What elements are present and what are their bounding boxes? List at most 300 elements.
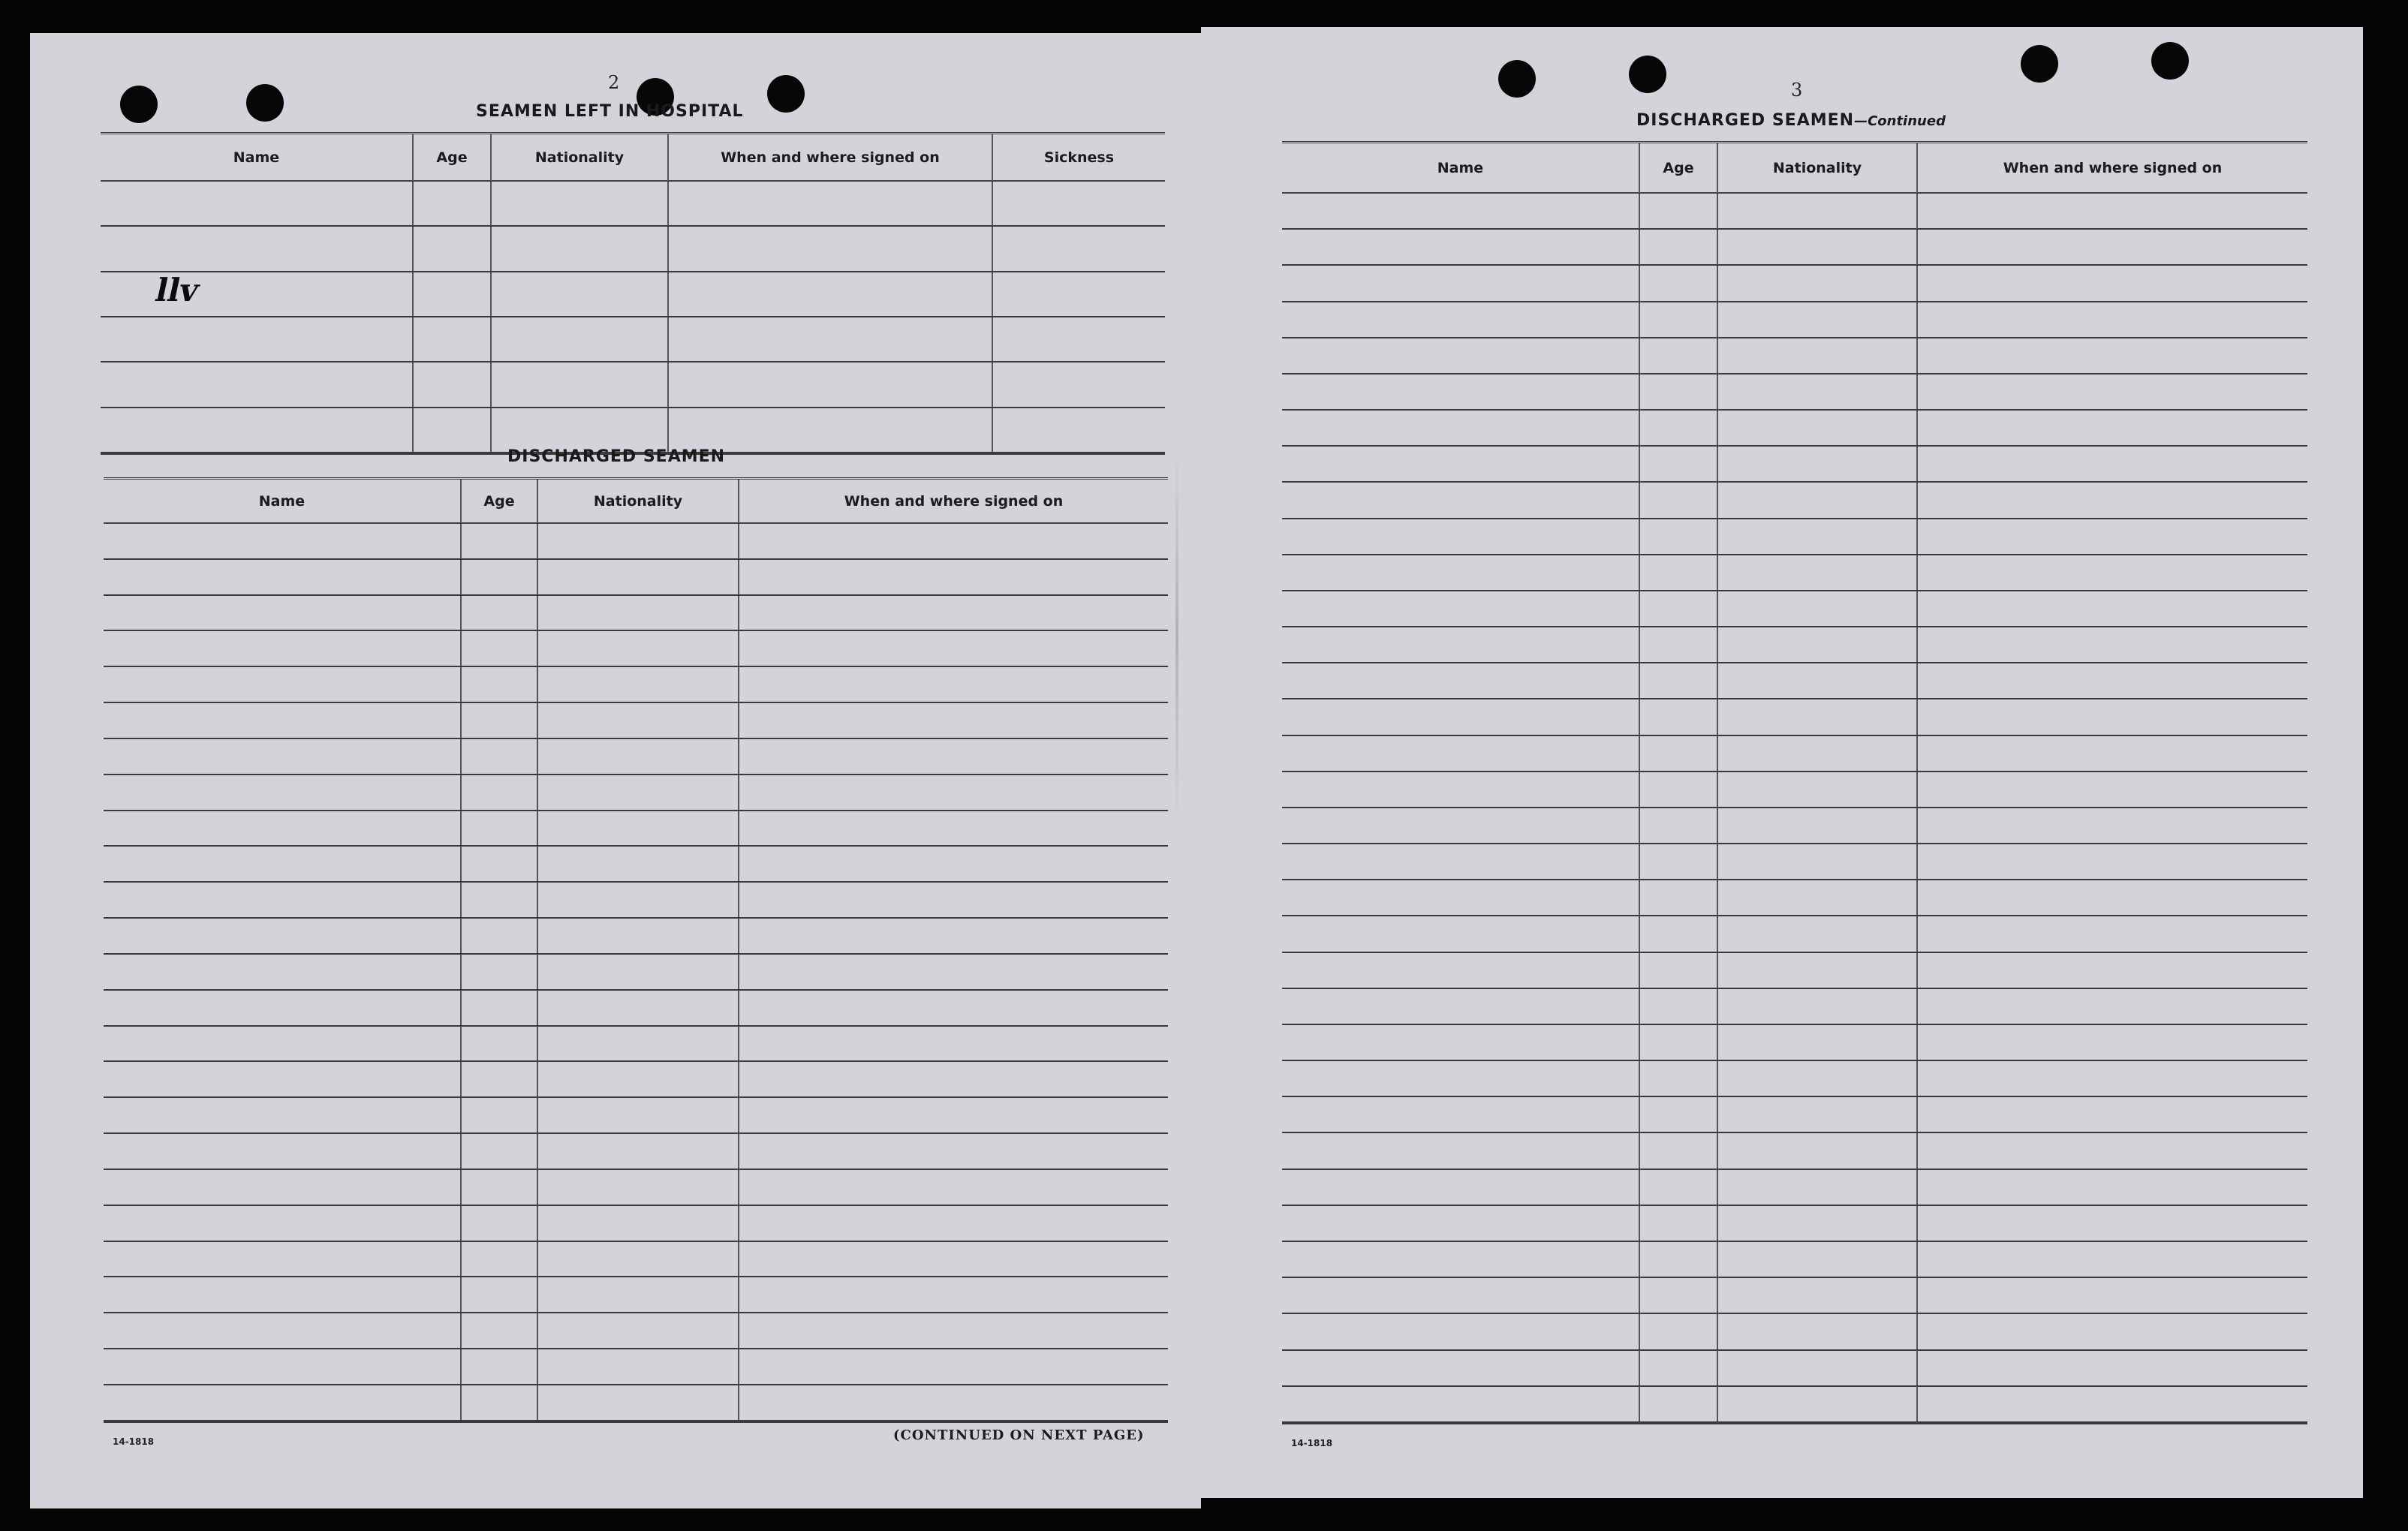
blank-cell bbox=[461, 990, 537, 1026]
table-row bbox=[101, 362, 1165, 407]
page-number: 2 bbox=[608, 72, 620, 93]
blank-cell bbox=[1639, 1205, 1717, 1241]
blank-cell bbox=[1917, 519, 2307, 555]
blank-cell bbox=[668, 362, 992, 407]
table-row bbox=[1282, 916, 2307, 952]
punch-hole bbox=[120, 86, 158, 123]
blank-cell bbox=[1917, 735, 2307, 772]
blank-cell bbox=[1717, 844, 1917, 880]
blank-cell bbox=[1282, 627, 1639, 663]
blank-cell bbox=[1917, 699, 2307, 735]
blank-cell bbox=[1282, 808, 1639, 844]
blank-cell bbox=[1639, 1350, 1717, 1386]
blank-cell bbox=[413, 317, 491, 362]
blank-cell bbox=[1917, 374, 2307, 410]
section-title-text: DISCHARGED SEAMEN bbox=[1636, 111, 1855, 130]
table-row bbox=[1282, 229, 2307, 265]
blank-cell bbox=[668, 181, 992, 226]
blank-cell bbox=[1282, 1205, 1639, 1241]
blank-cell bbox=[1282, 1132, 1639, 1169]
blank-cell bbox=[537, 1241, 739, 1277]
section-title-suffix: —Continued bbox=[1854, 113, 1946, 129]
blank-cell bbox=[1639, 1386, 1717, 1422]
table-row bbox=[104, 595, 1168, 631]
blank-cell bbox=[1917, 482, 2307, 518]
blank-cell bbox=[1282, 916, 1639, 952]
blank-cell bbox=[104, 1313, 461, 1349]
blank-cell bbox=[461, 882, 537, 918]
blank-cell bbox=[1282, 663, 1639, 699]
blank-cell bbox=[1639, 988, 1717, 1024]
blank-cell bbox=[537, 523, 739, 559]
blank-cell bbox=[104, 1205, 461, 1241]
table-row bbox=[1282, 265, 2307, 301]
blank-cell bbox=[104, 811, 461, 847]
blank-cell bbox=[491, 408, 668, 453]
table-row bbox=[1282, 519, 2307, 555]
punch-hole bbox=[767, 75, 805, 113]
blank-cell bbox=[739, 738, 1168, 775]
blank-cell bbox=[1917, 1386, 2307, 1422]
blank-cell bbox=[1917, 229, 2307, 265]
blank-cell bbox=[1282, 410, 1639, 446]
blank-cell bbox=[739, 630, 1168, 666]
blank-cell bbox=[739, 1385, 1168, 1421]
blank-cell bbox=[101, 362, 413, 407]
blank-cell bbox=[1639, 735, 1717, 772]
blank-cell bbox=[1717, 1132, 1917, 1169]
blank-cell bbox=[461, 1026, 537, 1062]
blank-cell bbox=[1917, 555, 2307, 591]
blank-cell bbox=[1717, 1313, 1917, 1349]
blank-cell bbox=[104, 775, 461, 811]
blank-cell bbox=[413, 226, 491, 271]
blank-cell bbox=[1639, 1241, 1717, 1277]
table-row bbox=[104, 702, 1168, 738]
blank-cell bbox=[537, 918, 739, 954]
table-row bbox=[1282, 555, 2307, 591]
column-header-nationality: Nationality bbox=[1717, 143, 1917, 193]
table-row bbox=[1282, 446, 2307, 482]
table-row bbox=[104, 882, 1168, 918]
blank-cell bbox=[1917, 988, 2307, 1024]
blank-cell bbox=[104, 1133, 461, 1169]
blank-cell bbox=[1917, 663, 2307, 699]
blank-cell bbox=[461, 738, 537, 775]
blank-cell bbox=[104, 1277, 461, 1313]
blank-cell bbox=[1917, 446, 2307, 482]
blank-cell bbox=[461, 1097, 537, 1133]
blank-cell bbox=[739, 1097, 1168, 1133]
table-row bbox=[1282, 1132, 2307, 1169]
blank-cell bbox=[104, 666, 461, 702]
column-header-sickness: Sickness bbox=[992, 134, 1165, 181]
blank-cell bbox=[1717, 229, 1917, 265]
blank-cell bbox=[461, 918, 537, 954]
blank-cell bbox=[104, 738, 461, 775]
blank-cell bbox=[101, 272, 413, 317]
blank-cell bbox=[739, 1277, 1168, 1313]
blank-cell bbox=[413, 362, 491, 407]
blank-cell bbox=[104, 1385, 461, 1421]
blank-cell bbox=[739, 846, 1168, 882]
blank-cell bbox=[537, 775, 739, 811]
blank-cell bbox=[1639, 446, 1717, 482]
blank-cell bbox=[1282, 374, 1639, 410]
blank-cell bbox=[1282, 555, 1639, 591]
handwritten-mark: llv bbox=[152, 272, 203, 308]
blank-cell bbox=[1717, 1024, 1917, 1060]
blank-cell bbox=[739, 702, 1168, 738]
blank-cell bbox=[739, 1205, 1168, 1241]
blank-cell bbox=[1917, 1277, 2307, 1313]
blank-cell bbox=[1917, 916, 2307, 952]
blank-cell bbox=[1282, 844, 1639, 880]
blank-cell bbox=[1917, 302, 2307, 338]
blank-cell bbox=[668, 272, 992, 317]
table-row bbox=[104, 1097, 1168, 1133]
blank-cell bbox=[1917, 1096, 2307, 1132]
blank-cell bbox=[1717, 988, 1917, 1024]
table-row bbox=[1282, 952, 2307, 988]
column-header-age: Age bbox=[413, 134, 491, 181]
blank-cell bbox=[1282, 193, 1639, 229]
blank-cell bbox=[1717, 1096, 1917, 1132]
table-row bbox=[1282, 699, 2307, 735]
blank-cell bbox=[413, 408, 491, 453]
blank-cell bbox=[1917, 1060, 2307, 1096]
blank-cell bbox=[1717, 410, 1917, 446]
table-row bbox=[1282, 735, 2307, 772]
table-row bbox=[1282, 1277, 2307, 1313]
blank-cell bbox=[1917, 952, 2307, 988]
table-row bbox=[104, 738, 1168, 775]
table-row bbox=[104, 954, 1168, 990]
blank-cell bbox=[1639, 302, 1717, 338]
blank-cell bbox=[104, 595, 461, 631]
blank-cell bbox=[1282, 229, 1639, 265]
blank-cell bbox=[1282, 1241, 1639, 1277]
column-header-name: Name bbox=[101, 134, 413, 181]
table-row bbox=[1282, 193, 2307, 229]
blank-cell bbox=[1282, 772, 1639, 808]
blank-cell bbox=[461, 1349, 537, 1385]
blank-cell bbox=[992, 181, 1165, 226]
punch-hole bbox=[1629, 56, 1666, 93]
blank-cell bbox=[537, 630, 739, 666]
form-code: 14-1818 bbox=[1291, 1438, 1333, 1448]
table-row bbox=[1282, 772, 2307, 808]
blank-cell bbox=[1917, 410, 2307, 446]
blank-cell bbox=[461, 595, 537, 631]
blank-cell bbox=[1717, 193, 1917, 229]
blank-cell bbox=[461, 954, 537, 990]
blank-cell bbox=[1639, 627, 1717, 663]
blank-cell bbox=[739, 1349, 1168, 1385]
blank-cell bbox=[1717, 338, 1917, 374]
blank-cell bbox=[1717, 1205, 1917, 1241]
blank-cell bbox=[1717, 374, 1917, 410]
column-header-name: Name bbox=[104, 480, 461, 523]
column-header-nationality: Nationality bbox=[537, 480, 739, 523]
blank-cell bbox=[461, 1169, 537, 1205]
table-row bbox=[104, 666, 1168, 702]
left-page bbox=[30, 33, 1201, 1508]
blank-cell bbox=[739, 1026, 1168, 1062]
column-header-age: Age bbox=[1639, 143, 1717, 193]
blank-cell bbox=[1282, 519, 1639, 555]
blank-cell bbox=[739, 1133, 1168, 1169]
blank-cell bbox=[1282, 1169, 1639, 1205]
column-header-signed-on: When and where signed on bbox=[1917, 143, 2307, 193]
punch-hole bbox=[1498, 60, 1536, 98]
blank-cell bbox=[1717, 1060, 1917, 1096]
table-row bbox=[1282, 1169, 2307, 1205]
blank-cell bbox=[104, 1061, 461, 1097]
column-header-signed-on: When and where signed on bbox=[739, 480, 1168, 523]
blank-cell bbox=[1917, 1241, 2307, 1277]
table-row bbox=[101, 226, 1165, 271]
blank-cell bbox=[537, 811, 739, 847]
blank-cell bbox=[1282, 338, 1639, 374]
blank-cell bbox=[1282, 446, 1639, 482]
blank-cell bbox=[1717, 880, 1917, 916]
blank-cell bbox=[1639, 844, 1717, 880]
blank-cell bbox=[537, 1385, 739, 1421]
blank-cell bbox=[1639, 1096, 1717, 1132]
blank-cell bbox=[668, 408, 992, 453]
table-row bbox=[104, 1385, 1168, 1421]
table-row bbox=[1282, 1386, 2307, 1422]
blank-cell bbox=[461, 1385, 537, 1421]
table-row bbox=[1282, 410, 2307, 446]
table-row bbox=[104, 1061, 1168, 1097]
table-row bbox=[104, 846, 1168, 882]
blank-cell bbox=[739, 954, 1168, 990]
blank-cell bbox=[668, 317, 992, 362]
blank-cell bbox=[1717, 1277, 1917, 1313]
discharged-continued-table bbox=[1282, 141, 2307, 1424]
table-row bbox=[1282, 591, 2307, 627]
blank-cell bbox=[1717, 1169, 1917, 1205]
blank-cell bbox=[104, 1349, 461, 1385]
table-row bbox=[1282, 1096, 2307, 1132]
form-code: 14-1818 bbox=[113, 1436, 155, 1447]
blank-cell bbox=[537, 1026, 739, 1062]
blank-cell bbox=[461, 846, 537, 882]
blank-cell bbox=[1639, 555, 1717, 591]
blank-cell bbox=[1917, 772, 2307, 808]
blank-cell bbox=[1639, 663, 1717, 699]
blank-cell bbox=[1282, 302, 1639, 338]
blank-cell bbox=[1639, 916, 1717, 952]
blank-cell bbox=[1639, 1313, 1717, 1349]
blank-cell bbox=[1639, 772, 1717, 808]
blank-cell bbox=[461, 1241, 537, 1277]
blank-cell bbox=[537, 1205, 739, 1241]
blank-cell bbox=[537, 990, 739, 1026]
blank-cell bbox=[1282, 1096, 1639, 1132]
column-header-nationality: Nationality bbox=[491, 134, 668, 181]
column-header-signed-on: When and where signed on bbox=[668, 134, 992, 181]
blank-cell bbox=[413, 272, 491, 317]
blank-cell bbox=[1717, 482, 1917, 518]
blank-cell bbox=[1917, 1313, 2307, 1349]
discharged-continued-title bbox=[1636, 111, 1946, 130]
blank-cell bbox=[491, 362, 668, 407]
blank-cell bbox=[1639, 410, 1717, 446]
blank-cell bbox=[491, 181, 668, 226]
blank-cell bbox=[1717, 663, 1917, 699]
blank-cell bbox=[739, 775, 1168, 811]
table-row bbox=[104, 775, 1168, 811]
blank-cell bbox=[992, 362, 1165, 407]
column-header-age: Age bbox=[461, 480, 537, 523]
table-row bbox=[101, 408, 1165, 453]
table-row bbox=[1282, 302, 2307, 338]
blank-cell bbox=[1639, 338, 1717, 374]
table-row bbox=[1282, 1350, 2307, 1386]
table-row bbox=[1282, 482, 2307, 518]
blank-cell bbox=[1639, 808, 1717, 844]
blank-cell bbox=[537, 882, 739, 918]
table-row bbox=[1282, 988, 2307, 1024]
table-row bbox=[104, 1205, 1168, 1241]
blank-cell bbox=[739, 1241, 1168, 1277]
blank-cell bbox=[1639, 1024, 1717, 1060]
blank-cell bbox=[739, 1169, 1168, 1205]
blank-cell bbox=[1917, 1350, 2307, 1386]
blank-cell bbox=[1639, 482, 1717, 518]
blank-cell bbox=[101, 408, 413, 453]
blank-cell bbox=[739, 811, 1168, 847]
blank-cell bbox=[1717, 735, 1917, 772]
blank-cell bbox=[1282, 952, 1639, 988]
blank-cell bbox=[104, 1169, 461, 1205]
blank-cell bbox=[537, 1169, 739, 1205]
blank-cell bbox=[461, 1205, 537, 1241]
table-row bbox=[104, 811, 1168, 847]
blank-cell bbox=[104, 1097, 461, 1133]
blank-cell bbox=[1639, 880, 1717, 916]
blank-cell bbox=[104, 559, 461, 595]
blank-cell bbox=[1639, 952, 1717, 988]
blank-cell bbox=[739, 990, 1168, 1026]
blank-cell bbox=[1639, 591, 1717, 627]
blank-cell bbox=[461, 702, 537, 738]
blank-cell bbox=[1717, 555, 1917, 591]
blank-cell bbox=[1282, 880, 1639, 916]
blank-cell bbox=[537, 666, 739, 702]
blank-cell bbox=[461, 559, 537, 595]
blank-cell bbox=[537, 1133, 739, 1169]
blank-cell bbox=[1917, 627, 2307, 663]
blank-cell bbox=[1639, 229, 1717, 265]
blank-cell bbox=[461, 775, 537, 811]
blank-cell bbox=[1639, 519, 1717, 555]
blank-cell bbox=[537, 1349, 739, 1385]
table-row bbox=[1282, 808, 2307, 844]
blank-cell bbox=[537, 1313, 739, 1349]
blank-cell bbox=[1717, 699, 1917, 735]
blank-cell bbox=[537, 702, 739, 738]
blank-cell bbox=[1639, 1132, 1717, 1169]
blank-cell bbox=[1282, 482, 1639, 518]
blank-cell bbox=[739, 1061, 1168, 1097]
blank-cell bbox=[461, 1313, 537, 1349]
punch-hole bbox=[2151, 42, 2189, 80]
blank-cell bbox=[1917, 193, 2307, 229]
blank-cell bbox=[537, 738, 739, 775]
blank-cell bbox=[739, 1313, 1168, 1349]
blank-cell bbox=[537, 559, 739, 595]
right-page bbox=[1201, 27, 2363, 1498]
blank-cell bbox=[461, 1277, 537, 1313]
blank-cell bbox=[1282, 1060, 1639, 1096]
blank-cell bbox=[461, 523, 537, 559]
blank-cell bbox=[1639, 193, 1717, 229]
discharged-table bbox=[104, 477, 1168, 1423]
table-row bbox=[104, 918, 1168, 954]
blank-cell bbox=[1717, 519, 1917, 555]
blank-cell bbox=[461, 1061, 537, 1097]
blank-cell bbox=[1917, 844, 2307, 880]
blank-cell bbox=[1282, 988, 1639, 1024]
blank-cell bbox=[1639, 699, 1717, 735]
blank-cell bbox=[537, 1061, 739, 1097]
blank-cell bbox=[1282, 1313, 1639, 1349]
blank-cell bbox=[1282, 1024, 1639, 1060]
table-row bbox=[101, 272, 1165, 317]
blank-cell bbox=[992, 226, 1165, 271]
blank-cell bbox=[739, 523, 1168, 559]
blank-cell bbox=[537, 595, 739, 631]
blank-cell bbox=[1639, 374, 1717, 410]
table-row bbox=[1282, 627, 2307, 663]
blank-cell bbox=[537, 1097, 739, 1133]
blank-cell bbox=[1717, 302, 1917, 338]
blank-cell bbox=[1717, 265, 1917, 301]
punch-hole bbox=[246, 84, 284, 122]
blank-cell bbox=[739, 559, 1168, 595]
blank-cell bbox=[1717, 446, 1917, 482]
column-header-name: Name bbox=[1282, 143, 1639, 193]
blank-cell bbox=[491, 317, 668, 362]
blank-cell bbox=[104, 1241, 461, 1277]
blank-cell bbox=[491, 226, 668, 271]
blank-cell bbox=[104, 954, 461, 990]
blank-cell bbox=[1917, 265, 2307, 301]
blank-cell bbox=[104, 523, 461, 559]
table-row bbox=[1282, 1060, 2307, 1096]
table-row bbox=[101, 181, 1165, 226]
blank-cell bbox=[1282, 699, 1639, 735]
blank-cell bbox=[1917, 1205, 2307, 1241]
blank-cell bbox=[1282, 1277, 1639, 1313]
table-row bbox=[104, 1313, 1168, 1349]
blank-cell bbox=[1917, 1169, 2307, 1205]
table-row bbox=[104, 1349, 1168, 1385]
blank-cell bbox=[104, 846, 461, 882]
blank-cell bbox=[1282, 1350, 1639, 1386]
blank-cell bbox=[461, 666, 537, 702]
blank-cell bbox=[1639, 1060, 1717, 1096]
blank-cell bbox=[537, 954, 739, 990]
blank-cell bbox=[1717, 1241, 1917, 1277]
table-row bbox=[104, 1133, 1168, 1169]
table-row bbox=[104, 1026, 1168, 1062]
blank-cell bbox=[1917, 808, 2307, 844]
